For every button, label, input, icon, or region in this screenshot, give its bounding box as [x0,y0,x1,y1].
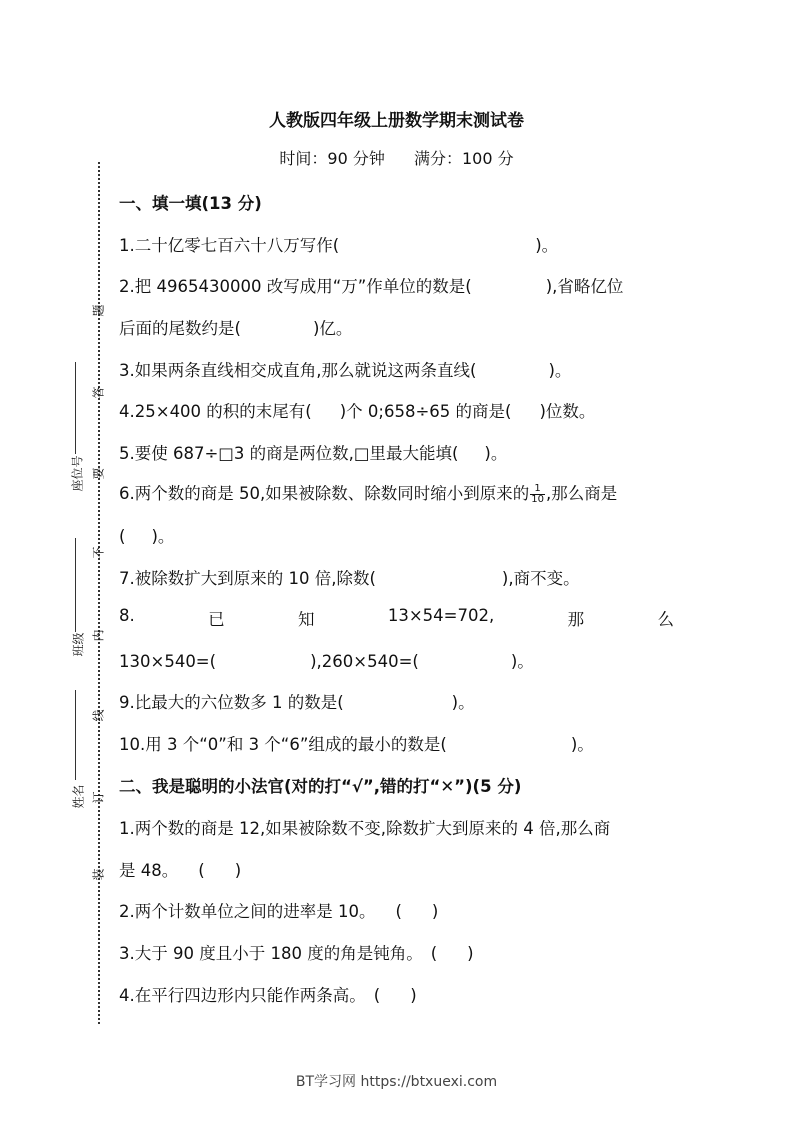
question-1-4: 4.25×400 的积的末尾有( )个 0;658÷65 的商是( )位数。 [119,402,596,421]
question-1-5: 5.要使 687÷□3 的商是两位数,□里最大能填( )。 [119,444,508,463]
class-blank-line[interactable] [75,538,76,632]
score-label: 满分：100 分 [413,149,514,168]
binding-char-5: 内 [91,629,106,642]
question-1-3: 3.如果两条直线相交成直角,那么就说这两条直线( )。 [119,361,572,380]
binding-dotted-line [98,162,100,1024]
question-1-10: 10.用 3 个“0”和 3 个“6”组成的最小的数是( )。 [119,735,594,754]
question-2-2: 2.两个计数单位之间的进率是 10。 ( ) [119,902,439,921]
binding-char-7: 订 [91,791,106,804]
question-1-6-cont: ( )。 [119,527,175,546]
binding-char-6: 线 [91,709,106,722]
name-label: 姓名 [71,784,86,809]
seat-blank-line[interactable] [75,362,76,454]
question-1-8: 8. 已 知 13×54=702, 那 么 [119,606,674,629]
section2-heading: 二、我是聪明的小法官(对的打“√”,错的打“✕”)(5 分) [119,777,522,796]
binding-char-1: 题 [91,304,106,317]
question-1-9: 9.比最大的六位数多 1 的数是( )。 [119,693,475,712]
footer-watermark: BT学习网 https://btxuexi.com [295,1074,498,1090]
page-title: 人教版四年级上册数学期末测试卷 [269,111,524,131]
question-1-8-cont: 130×540=( ),260×540=( )。 [119,652,534,671]
name-blank-line[interactable] [75,690,76,780]
exam-meta [0,146,793,169]
question-1-1: 1.二十亿零七百六十八万写作( )。 [119,236,559,255]
fraction-one-tenth: $\frac{1}{10}$ [531,483,544,505]
section1-heading: 一、填一填(13 分) [119,194,262,213]
question-2-1-cont: 是 48。 ( ) [119,861,242,880]
class-label: 班级 [71,632,86,657]
binding-char-8: 装 [91,868,106,881]
question-1-2: 2.把 4965430000 改写成用“万”作单位的数是( ),省略亿位 [119,277,624,296]
question-2-4: 4.在平行四边形内只能作两条高。 ( ) [119,986,417,1005]
question-2-1: 1.两个数的商是 12,如果被除数不变,除数扩大到原来的 4 倍,那么商 [119,819,611,838]
binding-char-3: 要 [91,467,106,480]
time-label: 时间：90 分钟 [279,149,385,168]
seat-label: 座位号 [70,455,85,492]
question-1-2-cont: 后面的尾数约是( )亿。 [119,319,353,338]
binding-char-4: 不 [91,546,106,559]
binding-char-2: 答 [91,386,106,399]
question-1-6: 6.两个数的商是 50,如果被除数、除数同时缩小到原来的 $\frac{1}{10}$ ,那么商是 [119,483,618,505]
question-1-7: 7.被除数扩大到原来的 10 倍,除数( ),商不变。 [119,569,580,588]
question-2-3: 3.大于 90 度且小于 180 度的角是钝角。 ( ) [119,944,474,963]
